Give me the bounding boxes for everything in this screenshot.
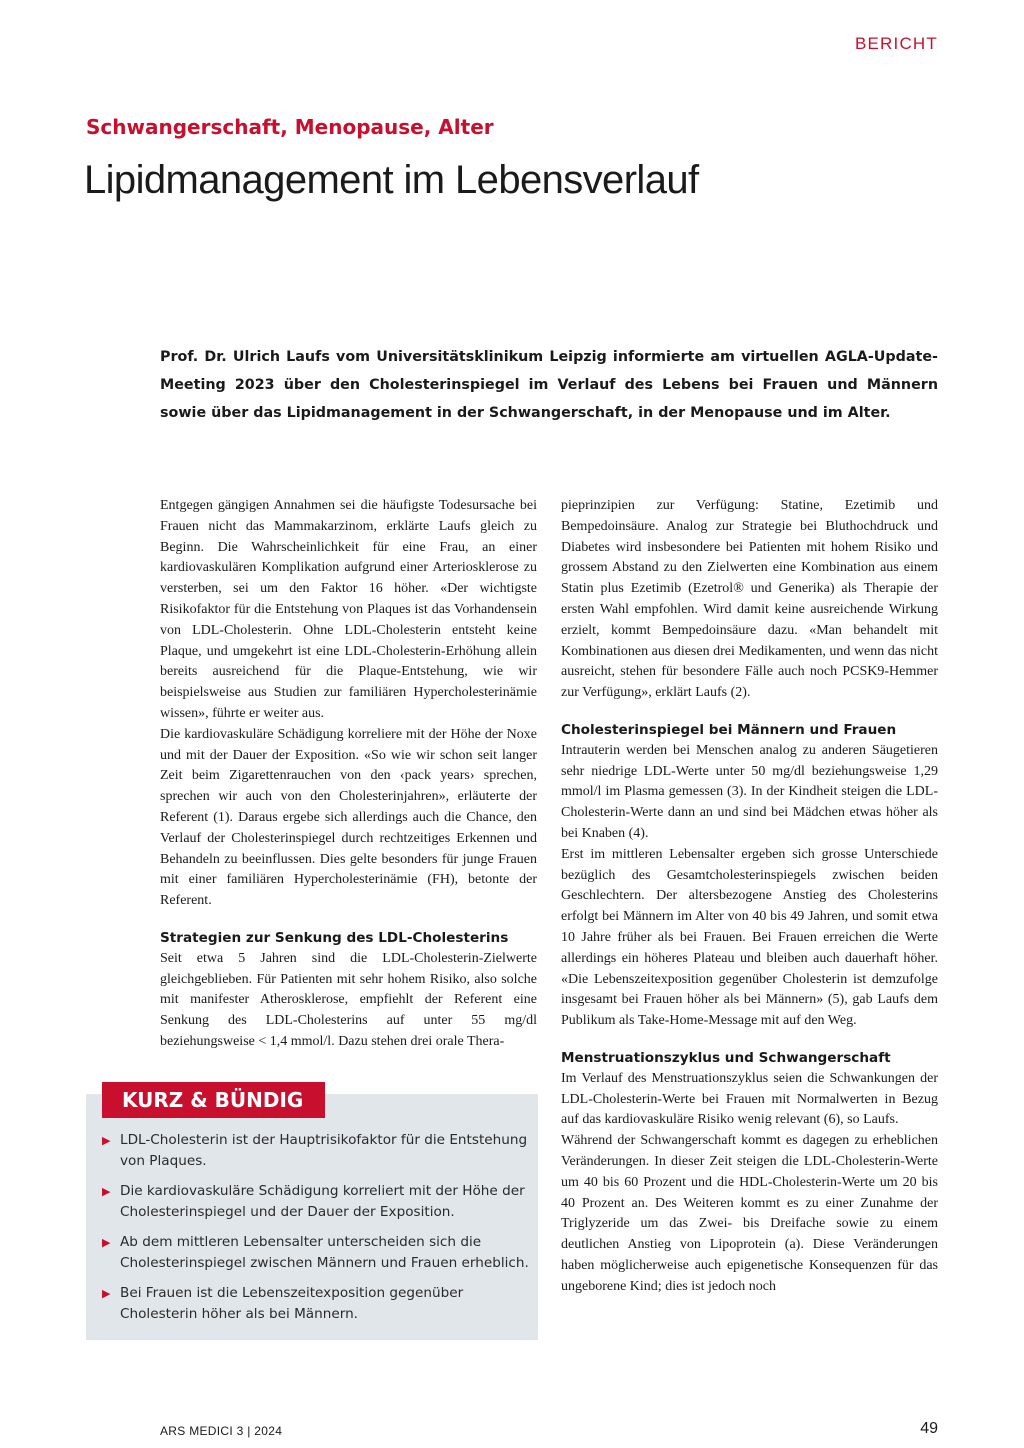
summary-item-text: Ab dem mittleren Lebensalter unterscheiden sich die Cholesterinspiegel zwischen Männern und Frauen erheblich.	[120, 1234, 529, 1271]
summary-item	[102, 1283, 530, 1325]
article-kicker: Schwangerschaft, Menopause, Alter	[86, 115, 494, 139]
subheading-menstruation-pregnancy: Menstruationszyklus und Schwangerschaft	[561, 1049, 891, 1066]
section-tag: BERICHT	[854, 34, 938, 53]
subheading-cholesterol-levels: Cholesterinspiegel bei Männern und Frauen	[561, 721, 897, 738]
paragraph: pieprinzipien zur Verfügung: Statine, Ezetimib und Bempedoinsäure. Analog zur Strategie bei Bluthochdruck und Diabetes wird insbesondere bei Patienten mit hohem Risiko und grossem Abstand zu den Zielwerten eine Kombination aus einem Statin plus Ezetimib (Ezetrol® und Generika) als Therapie der ersten Wahl empfohlen. Wird damit keine ausreichende Wirkung erzielt, kommt Bempedoinsäure dazu. «Man behandelt mit Kombinationen aus diesen drei Medikamenten, und wenn das nicht ausreicht, stehen für besondere Fälle auch noch PCSK9-Hemmer zur Verfügung», erklärt Laufs (2).	[561, 498, 938, 701]
paragraph: Erst im mittleren Lebensalter ergeben sich grosse Unterschiede bezüglich des Gesamtcholesterinspiegels zwischen beiden Geschlechtern. Der altersbezogene Anstieg des Cholesterins erfolgt bei Männern im Alter von 40 bis 49 Jahren, und somit etwa 10 Jahre früher als bei Frauen. Bei Frauen erreichen die Werte allerdings ein höheres Plateau und bleiben auch dauerhaft höher. «Die Lebenszeitexposition gegenüber Cholesterin ist demzufolge insgesamt bei Frauen höher als bei Männern» (5), gab Laufs dem Publikum als Take-Home-Message mit auf den Weg.	[561, 846, 938, 1029]
paragraph: Im Verlauf des Menstruationszyklus seien die Schwankungen der LDL-Cholesterin-Werte bei Frauen mit Normalwerten in Bezug auf das kardiovaskuläre Risiko wenig relevant (6), so Laufs.	[561, 1070, 938, 1128]
article-lead: Prof. Dr. Ulrich Laufs vom Universitätsklinikum Leipzig informierte am virtuellen AGLA-Update-Meeting 2023 über den Cholesterinspiegel im Verlauf des Lebens bei Frauen und Männern sowie über das Lipidmanagement in der Schwangerschaft, in der Menopause und im Alter.	[160, 349, 938, 421]
summary-list	[102, 1130, 530, 1334]
paragraph: Entgegen gängigen Annahmen sei die häufigste Todesursache bei Frauen nicht das Mammakarzinom, erklärte Laufs gleich zu Beginn. Die Wahrscheinlichkeit für eine Frau, an einer kardiovaskulären Komplikation aufgrund einer Arteriosklerose zu versterben, sei um den Faktor 16 höher. «Der wichtigste Risikofaktor für die Entstehung von Plaques ist das Vorhandensein von LDL-Cholesterin. Ohne LDL-Cholesterin entsteht keine Plaque, und umgekehrt ist eine LDL-Cholesterin-Erhöhung allein bereits ausreichend für die Plaque-Entstehung, wie wir beispielsweise aus Studien zur familiären Hypercholesterinämie wissen», führte er weiter aus.	[160, 498, 537, 721]
paragraph: Die kardiovaskuläre Schädigung korreliere mit der Höhe der Noxe und mit der Dauer der Exposition. «So wie wir schon seit langer Zeit beim Zigarettenrauchen von den ‹pack years› sprechen, sprechen wir auch von den Cholesterinjahren», erläuterte der Referent (1). Daraus ergebe sich allerdings auch die Chance, den Verlauf der Cholesterinspiegel durch rechtzeitiges Erkennen und Behandeln zu beeinflussen. Dies gelte besonders für junge Frauen mit einer familiären Hypercholesterinämie (FH), betonte der Referent.	[160, 726, 537, 909]
left-column	[160, 496, 537, 1053]
triangle-bullet-icon: ▶	[102, 1185, 111, 1198]
summary-item-text: Bei Frauen ist die Lebenszeitexposition gegenüber Cholesterin höher als bei Männern.	[120, 1285, 464, 1322]
summary-item-text: LDL-Cholesterin ist der Hauptrisikofaktor für die Entstehung von Plaques.	[120, 1132, 528, 1169]
summary-item	[102, 1181, 530, 1223]
paragraph: Während der Schwangerschaft kommt es dagegen zu erheblichen Veränderungen. In dieser Zeit steigen die LDL-Cholesterin-Werte um 40 bis 60 Prozent und die HDL-Cholesterin-Werte um 20 bis 40 Prozent an. Des Weiteren kommt es zu einer Zunahme der Triglyzeride um das Zwei- bis Dreifache sowie zu einem deutlichen Anstieg von Lipoprotein (a). Diese Veränderungen haben möglicherweise auch epigenetische Konsequenzen für das ungeborene Kind; dies ist jedoch noch	[561, 1133, 938, 1294]
summary-item-text: Die kardiovaskuläre Schädigung korreliert mit der Höhe der Cholesterinspiegel und der Dauer der Exposition.	[120, 1183, 525, 1220]
summary-item	[102, 1232, 530, 1274]
article-title: Lipidmanagement im Lebensverlauf	[84, 158, 699, 202]
summary-heading: KURZ & BÜNDIG	[102, 1082, 325, 1118]
triangle-bullet-icon: ▶	[102, 1236, 111, 1249]
triangle-bullet-icon: ▶	[102, 1287, 111, 1300]
right-column	[561, 496, 938, 1297]
paragraph: Seit etwa 5 Jahren sind die LDL-Cholesterin-Zielwerte gleichgeblieben. Für Patienten mit sehr hohem Risiko, also solche mit manifester Atherosklerose, empfiehlt der Referent eine Senkung des LDL-Cholesterins auf unter 55 mg/dl beziehungsweise < 1,4 mmol/l. Dazu stehen drei orale Thera-	[160, 950, 537, 1049]
subheading-strategies: Strategien zur Senkung des LDL-Cholesterins	[160, 929, 509, 946]
page-number: 49	[920, 1420, 938, 1437]
footer-journal: ARS MEDICI 3 | 2024	[160, 1424, 283, 1438]
paragraph: Intrauterin werden bei Menschen analog zu anderen Säugetieren sehr niedrige LDL-Werte unter 50 mg/dl beziehungsweise 1,29 mmol/l im Plasma gemessen (3). In der Kindheit steigen die LDL-Cholesterin-Werte dann an und sind bei Mädchen etwas höher als bei Knaben (4).	[561, 742, 938, 841]
summary-item	[102, 1130, 530, 1172]
triangle-bullet-icon: ▶	[102, 1134, 111, 1147]
